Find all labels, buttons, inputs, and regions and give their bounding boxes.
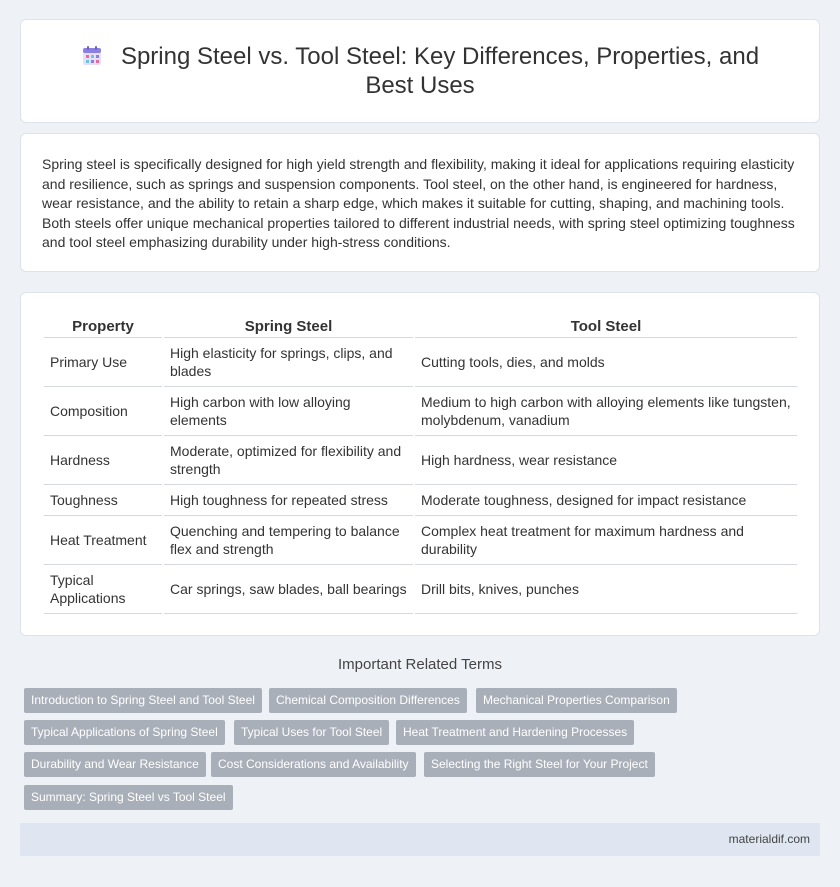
footer-site-link[interactable]: materialdif.com <box>728 832 810 846</box>
column-header-property: Property <box>44 313 162 338</box>
column-header-spring-steel: Spring Steel <box>164 313 413 338</box>
table-cell-property: Primary Use <box>44 338 162 387</box>
table-cell-property: Toughness <box>44 485 162 516</box>
column-header-tool-steel: Tool Steel <box>415 313 797 338</box>
footer <box>20 823 820 856</box>
table-cell-spring-steel: Moderate, optimized for flexibility and strength <box>164 436 413 485</box>
table-cell-tool-steel: Complex heat treatment for maximum hardness and durability <box>415 516 797 565</box>
table-cell-spring-steel: High carbon with low alloying elements <box>164 387 413 436</box>
related-term-tag[interactable]: Mechanical Properties Comparison <box>476 688 677 713</box>
table-cell-property: Typical Applications <box>44 565 162 614</box>
table-cell-property: Hardness <box>44 436 162 485</box>
related-term-tag[interactable]: Heat Treatment and Hardening Processes <box>396 720 634 745</box>
table-cell-spring-steel: High toughness for repeated stress <box>164 485 413 516</box>
table-cell-spring-steel: Car springs, saw blades, ball bearings <box>164 565 413 614</box>
table-cell-tool-steel: Medium to high carbon with alloying elements like tungsten, molybdenum, vanadium <box>415 387 797 436</box>
page-title: Spring Steel vs. Tool Steel: Key Differences, Properties, and Best Uses <box>120 43 760 99</box>
table-row <box>44 338 797 387</box>
related-term-tag[interactable]: Typical Applications of Spring Steel <box>24 720 225 745</box>
table-cell-tool-steel: Cutting tools, dies, and molds <box>415 338 797 387</box>
related-term-tag[interactable]: Selecting the Right Steel for Your Project <box>424 752 655 777</box>
intro-paragraph: Spring steel is specifically designed for high yield strength and flexibility, making it ideal for applications requiring elasticity and resilience, such as springs and suspension components. Tool steel, on the other hand, is engineered for hardness, wear resistance, and the ability to retain a sharp edge, which makes it suitable for cutting, shaping, and machining tools. Both steels offer unique mechanical properties tailored to different industrial needs, with spring steel optimizing toughness and tool steel emphasizing durability under high-stress conditions. <box>42 156 795 251</box>
related-terms-heading: Important Related Terms <box>338 656 502 673</box>
related-term-tag[interactable]: Summary: Spring Steel vs Tool Steel <box>24 785 233 810</box>
table-row <box>44 516 797 565</box>
table-cell-tool-steel: Moderate toughness, designed for impact resistance <box>415 485 797 516</box>
table-row <box>44 436 797 485</box>
table-cell-tool-steel: Drill bits, knives, punches <box>415 565 797 614</box>
table-row <box>44 485 797 516</box>
related-term-tag[interactable]: Typical Uses for Tool Steel <box>234 720 389 745</box>
page-title-wrap <box>61 42 779 100</box>
title-card <box>20 19 820 123</box>
calendar-icon <box>81 45 103 67</box>
table-row <box>44 387 797 436</box>
table-cell-property: Heat Treatment <box>44 516 162 565</box>
related-term-tag[interactable]: Cost Considerations and Availability <box>211 752 416 777</box>
related-term-tag[interactable]: Introduction to Spring Steel and Tool Steel <box>24 688 262 713</box>
table-cell-property: Composition <box>44 387 162 436</box>
related-term-tag[interactable]: Durability and Wear Resistance <box>24 752 206 777</box>
intro-card <box>20 133 820 272</box>
comparison-table <box>42 313 799 614</box>
table-cell-spring-steel: Quenching and tempering to balance flex and strength <box>164 516 413 565</box>
table-cell-spring-steel: High elasticity for springs, clips, and blades <box>164 338 413 387</box>
table-row <box>44 565 797 614</box>
related-term-tag[interactable]: Chemical Composition Differences <box>269 688 467 713</box>
table-header-row <box>44 313 797 338</box>
comparison-card <box>20 292 820 636</box>
table-cell-tool-steel: High hardness, wear resistance <box>415 436 797 485</box>
